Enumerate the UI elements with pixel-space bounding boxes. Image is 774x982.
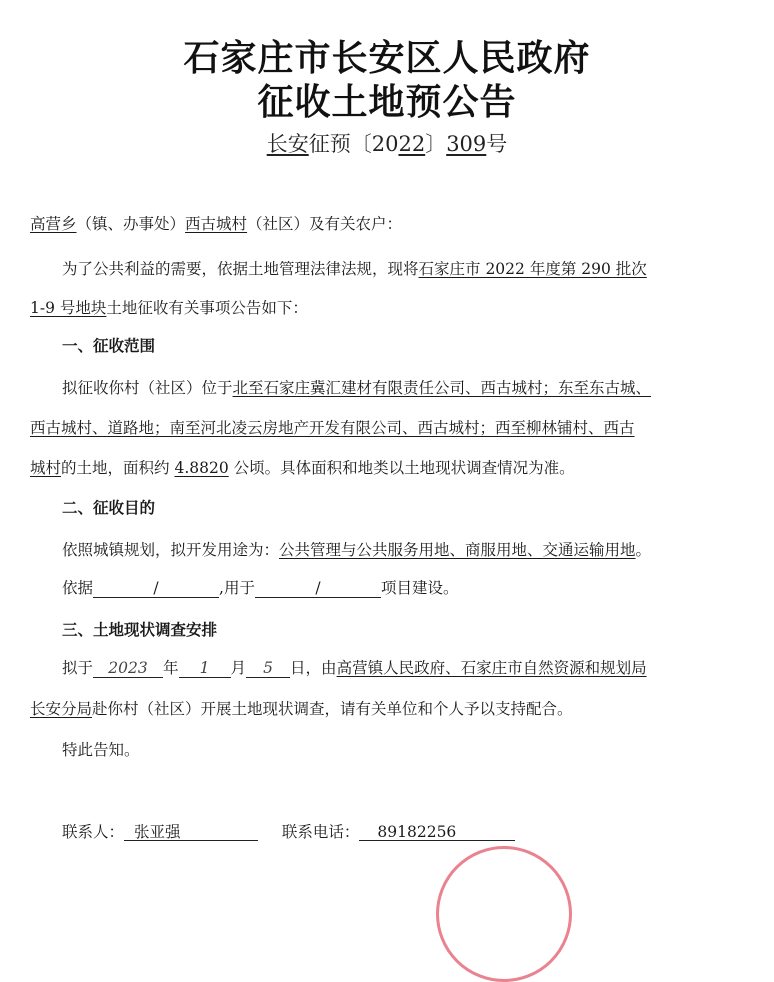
purpose-value: 公共管理与公共服务用地、商服用地、交通运输用地 xyxy=(279,541,636,559)
closing-text: 特此告知。 xyxy=(62,741,140,759)
intro-batch-2: 1-9 号地块 xyxy=(30,299,107,317)
section-3-heading: 三、土地现状调查安排 xyxy=(62,621,218,639)
survey-org-2: 长安分局 xyxy=(30,700,93,718)
intro-text-2: 土地征收有关事项公告如下： xyxy=(106,299,308,317)
intro-line-2 xyxy=(30,296,308,318)
scope-lead: 拟征收你村（社区）位于 xyxy=(62,379,233,397)
section-1-line-1 xyxy=(62,376,651,398)
doc-no-number: 309 xyxy=(446,132,487,156)
section-1-heading: 一、征收范围 xyxy=(62,337,156,355)
title-line-2: 征收土地预公告 xyxy=(257,81,517,123)
basis-label: 依据 xyxy=(62,579,94,597)
addressee-village: 西古城村 xyxy=(185,215,248,233)
survey-year: 2023 xyxy=(93,659,163,678)
addressee-township: 高营乡 xyxy=(30,215,77,233)
addressee xyxy=(30,212,402,234)
use-label: ,用于 xyxy=(219,579,255,597)
section-2-basis xyxy=(62,576,458,598)
scope-line-2: 西古城村、道路地；南至河北凌云房地产开发有限公司、西古城村；西至柳林铺村、西古 xyxy=(30,419,635,437)
contact-person-value: 张亚强 xyxy=(124,823,258,841)
section-2-purpose xyxy=(62,538,651,560)
survey-text-2: 赴你村（社区）开展土地现状调查，请有关单位和个人予以支持配合。 xyxy=(92,700,573,718)
intro-text: 为了公共利益的需要，依据土地管理法律法规，现将 xyxy=(62,260,419,278)
scope-line-3: 城村 xyxy=(30,459,62,477)
doc-no-year: 22 xyxy=(398,132,426,156)
year-label: 年 xyxy=(163,659,179,677)
addressee-text1: （镇、办事处） xyxy=(76,215,186,233)
survey-day: 5 xyxy=(246,659,290,678)
document-number xyxy=(0,128,774,158)
doc-no-bracket: 〕 xyxy=(425,132,447,156)
section-1-line-3 xyxy=(30,456,575,478)
intro-line-1 xyxy=(62,257,647,279)
doc-no-type: 征预〔20 xyxy=(308,132,399,156)
section-3-line-1 xyxy=(62,656,647,678)
use-blank: / xyxy=(255,579,381,598)
doc-no-suffix: 号 xyxy=(486,132,508,156)
area-text-1: 的土地，面积约 xyxy=(61,459,170,477)
section-2-heading: 二、征收目的 xyxy=(62,499,156,517)
official-seal xyxy=(436,846,572,982)
purpose-end: 。 xyxy=(635,541,652,559)
contact-person-label: 联系人： xyxy=(62,823,125,841)
day-label: 日，由 xyxy=(290,659,337,677)
area-value: 4.8820 xyxy=(174,459,229,477)
survey-org-1: 高营镇人民政府、石家庄市自然资源和规划局 xyxy=(336,659,647,677)
basis-blank: / xyxy=(93,579,219,598)
addressee-text2: （社区）及有关农户： xyxy=(247,215,403,233)
purpose-text: 依照城镇规划，拟开发用途为： xyxy=(62,541,280,559)
area-text-2: 公顷。具体面积和地类以土地现状调查情况为准。 xyxy=(233,459,575,477)
survey-text-1: 拟于 xyxy=(62,659,94,677)
contact-phone-value: 89182256 xyxy=(359,823,515,841)
project-text: 项目建设。 xyxy=(380,579,459,597)
intro-batch-1: 石家庄市 2022 年度第 290 批次 xyxy=(418,260,647,278)
section-1-line-2 xyxy=(30,416,635,438)
title-line-1: 石家庄市长安区人民政府 xyxy=(183,37,591,79)
section-3-line-2 xyxy=(30,697,573,719)
scope-line-1: 北至石家庄冀汇建材有限责任公司、西古城村；东至东古城、 xyxy=(232,379,652,397)
contact-phone-label: 联系电话： xyxy=(281,823,360,841)
month-label: 月 xyxy=(230,659,247,677)
survey-month: 1 xyxy=(179,659,231,678)
contact-line xyxy=(62,820,515,842)
doc-no-prefix: 长安 xyxy=(266,132,309,156)
